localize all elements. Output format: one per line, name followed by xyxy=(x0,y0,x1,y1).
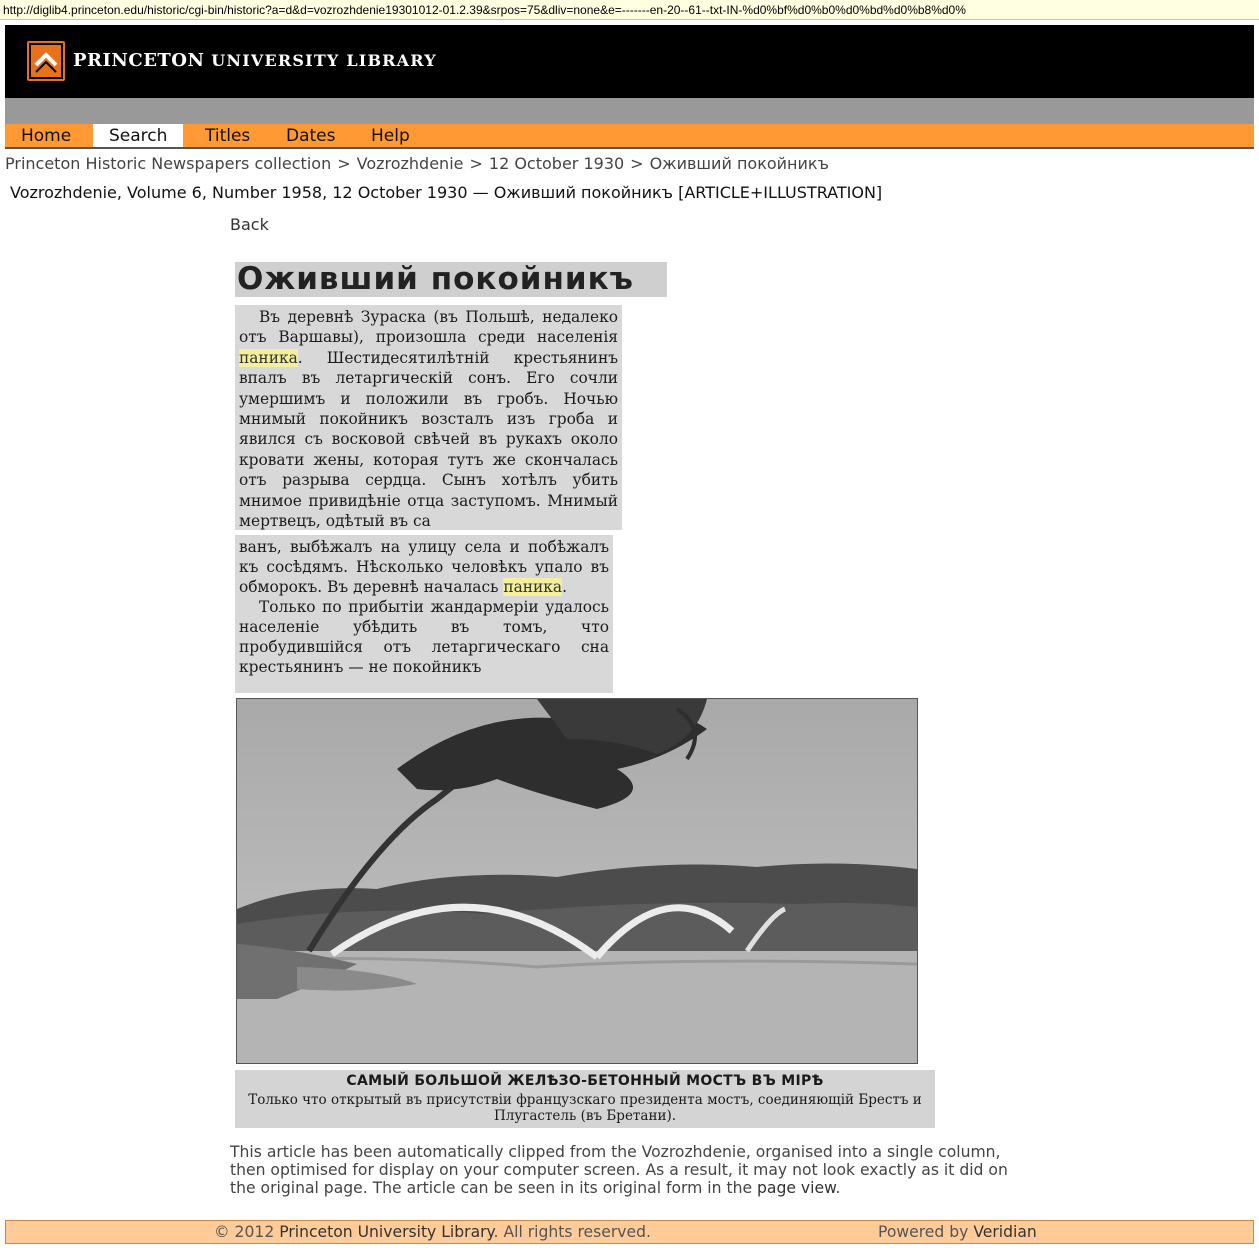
page-view-link[interactable]: page view xyxy=(757,1179,836,1197)
nav-titles[interactable]: Titles xyxy=(205,126,251,146)
library-name[interactable] xyxy=(73,50,437,71)
nav-dates[interactable]: Dates xyxy=(286,126,336,146)
copyright-notice xyxy=(214,1223,651,1241)
caption-text: Только что открытый въ присутствіи французскаго президента мостъ, соединяющій Брестъ и Плугастель (въ Бретани). xyxy=(248,1092,922,1124)
footer xyxy=(5,1220,1254,1244)
address-bar[interactable]: http://diglib4.princeton.edu/historic/cgi-bin/historic?a=d&d=vozrozhdenie19301012-01.2.39&srpos=75&dliv=none&e=-------en-20--61--txt-IN-%d0%bf%d0%b0%d0%bd%d0%b8%d0% xyxy=(0,0,1259,20)
breadcrumb-current: Оживший покойникъ xyxy=(649,154,829,173)
library-name-big: PRINCETON xyxy=(73,50,205,71)
clipping-note xyxy=(230,1143,1030,1197)
library-name-rest: UNIVERSITY LIBRARY xyxy=(204,51,437,70)
col1-text-before: Въ деревнѣ Зураска (въ Польшѣ, недалеко отъ Варшавы), произошла среди населенія xyxy=(239,308,618,347)
main-nav xyxy=(5,124,1254,149)
powered-prefix: Powered by xyxy=(878,1223,974,1241)
col1-text-after: . Шестидесятилѣтній крестьянинъ впалъ въ летаргическій сонъ. Его сочли умершимъ и положили въ гробъ. Ночью мнимый покойникъ возсталъ изъ гроба и явился съ восковой свѣчей въ рукахъ около кровати жены, которая тутъ же скончалась отъ разрыва сердца. Сынъ хотѣлъ убить мнимое привидѣніе отца заступомъ. Мнимый мертвецъ, одѣтый въ са xyxy=(239,348,618,530)
nav-help[interactable]: Help xyxy=(371,126,410,146)
bridge-photo-icon xyxy=(236,698,918,1064)
clipping-note-end: . xyxy=(835,1179,841,1197)
clipping-note-text: This article has been automatically clipped from the Vozrozhdenie, organised into a single column, then optimised for display on your computer screen. As a result, it may not look exactly as it did on the original page. The article can be seen in its original form in the xyxy=(230,1143,1008,1197)
copyright-prefix: © 2012 xyxy=(214,1223,280,1241)
caption-title: САМЫЙ БОЛЬШОЙ ЖЕЛѢЗО-БЕТОННЫЙ МОСТЪ ВЪ МІРѢ xyxy=(346,1073,824,1089)
breadcrumb-separator: > xyxy=(630,154,644,173)
breadcrumb xyxy=(5,154,829,173)
back-link[interactable]: Back xyxy=(230,215,269,234)
col2-text-after: . xyxy=(562,578,568,596)
article-column-2 xyxy=(235,535,613,693)
col2-text-before: ванъ, выбѣжалъ на улицу села и побѣжалъ къ сосѣдямъ. Нѣсколько человѣкъ упало въ обморокъ. Въ деревнѣ началась xyxy=(239,538,609,596)
document-title: Vozrozhdenie, Volume 6, Number 1958, 12 October 1930 — Оживший покойникъ [ARTICLE+ILLUSTRATION] xyxy=(10,183,883,202)
breadcrumb-issue[interactable]: 12 October 1930 xyxy=(488,154,625,173)
princeton-shield-icon[interactable] xyxy=(27,41,65,81)
search-highlight: паника xyxy=(503,578,563,596)
search-highlight: паника xyxy=(239,348,298,367)
copyright-suffix: . All rights reserved. xyxy=(493,1223,651,1241)
powered-by xyxy=(878,1223,1037,1241)
article-headline: Оживший покойникъ xyxy=(235,262,667,297)
masthead xyxy=(5,25,1254,98)
nav-home[interactable]: Home xyxy=(21,126,72,146)
nav-search[interactable]: Search xyxy=(93,124,183,147)
veridian-link[interactable]: Veridian xyxy=(973,1223,1037,1241)
col2-paragraph-2: Только по прибытіи жандармеріи удалось населеніе убѣдить въ томъ, что пробудившійся отъ летаргическаго сна крестьянинъ — не покойникъ xyxy=(239,598,609,676)
header-band xyxy=(5,98,1254,124)
copyright-link[interactable]: Princeton University Library xyxy=(279,1223,494,1241)
breadcrumb-separator: > xyxy=(469,154,483,173)
breadcrumb-separator: > xyxy=(337,154,351,173)
article-column-1 xyxy=(235,305,622,530)
breadcrumb-collection[interactable]: Princeton Historic Newspapers collection xyxy=(5,154,332,173)
breadcrumb-publication[interactable]: Vozrozhdenie xyxy=(356,154,464,173)
photo-caption xyxy=(235,1070,935,1128)
